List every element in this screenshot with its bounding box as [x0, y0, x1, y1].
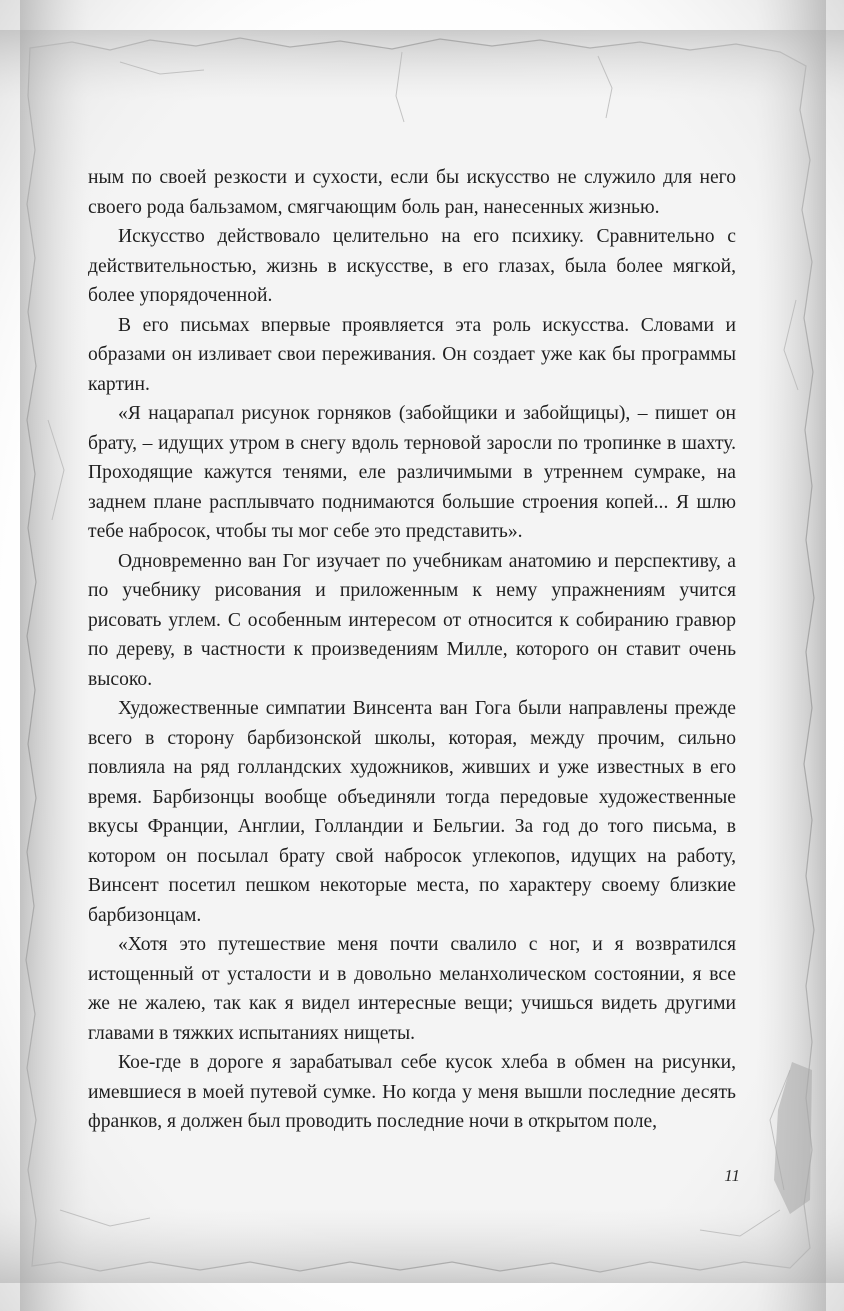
text-body: [88, 163, 736, 1137]
paragraph: «Я нацарапал рисунок горняков (забойщики и забойщицы), – пишет он брату, – идущих утром в снегу вдоль терновой заросли по тропинке в шахту. Проходящие кажутся тенями, еле различимыми в утреннем сумраке, на заднем плане расплывчато поднимаются большие строения копей... Я шлю тебе набросок, чтобы ты мог себе это представить».: [88, 403, 736, 542]
paragraph: «Хотя это путешествие меня почти свалило с ног, и я возвратился истощенный от усталости и в довольно меланхолическом состоянии, я все же не жалею, так как я видел интересные вещи; учишься видеть другими главами в тяжких испытаниях нищеты.: [88, 934, 736, 1044]
paragraph: В его письмах впервые проявляется эта роль искусства. Словами и образами он изливает свои переживания. Он создает уже как бы программы картин.: [88, 314, 736, 395]
paragraph: Кое-где в дороге я зарабатывал себе кусок хлеба в обмен на рисунки, имевшиеся в моей путевой сумке. Но когда у меня вышли последние десять франков, я должен был проводить последние ночи в открытом поле,: [88, 1052, 736, 1132]
paragraph: Художественные симпатии Винсента ван Гога были направлены прежде всего в сторону барбизонской школы, которая, между прочим, сильно повлияла на ряд голландских художников, живших и уже известных в его время. Барбизонцы вообще объединяли тогда передовые художественные вкусы Франции, Англии, Голландии и Бельгии. За год до того письма, в котором он посылал брату свой набросок углекопов, идущих на работу, Винсент посетил пешком некоторые места, по характеру своему близкие барбизонцам.: [88, 698, 736, 926]
paragraph: Искусство действовало целительно на его психику. Сравнительно с действительностью, жизнь в искусстве, в его глазах, была более мягкой, более упорядоченной.: [88, 226, 736, 306]
paragraph: ным по своей резкости и сухости, если бы искусство не служило для него своего рода бальзамом, смягчающим боль ран, нанесенных жизнью.: [88, 167, 736, 218]
page-number: 11: [724, 1166, 740, 1185]
paragraph: Одновременно ван Гог изучает по учебникам анатомию и перспективу, а по учебнику рисования и приложенным к нему упражнениям учится рисовать углем. С особенным интересом от относится к собиранию гравюр по дереву, в частности к произведениям Милле, которого он ставит очень высоко.: [88, 550, 736, 690]
